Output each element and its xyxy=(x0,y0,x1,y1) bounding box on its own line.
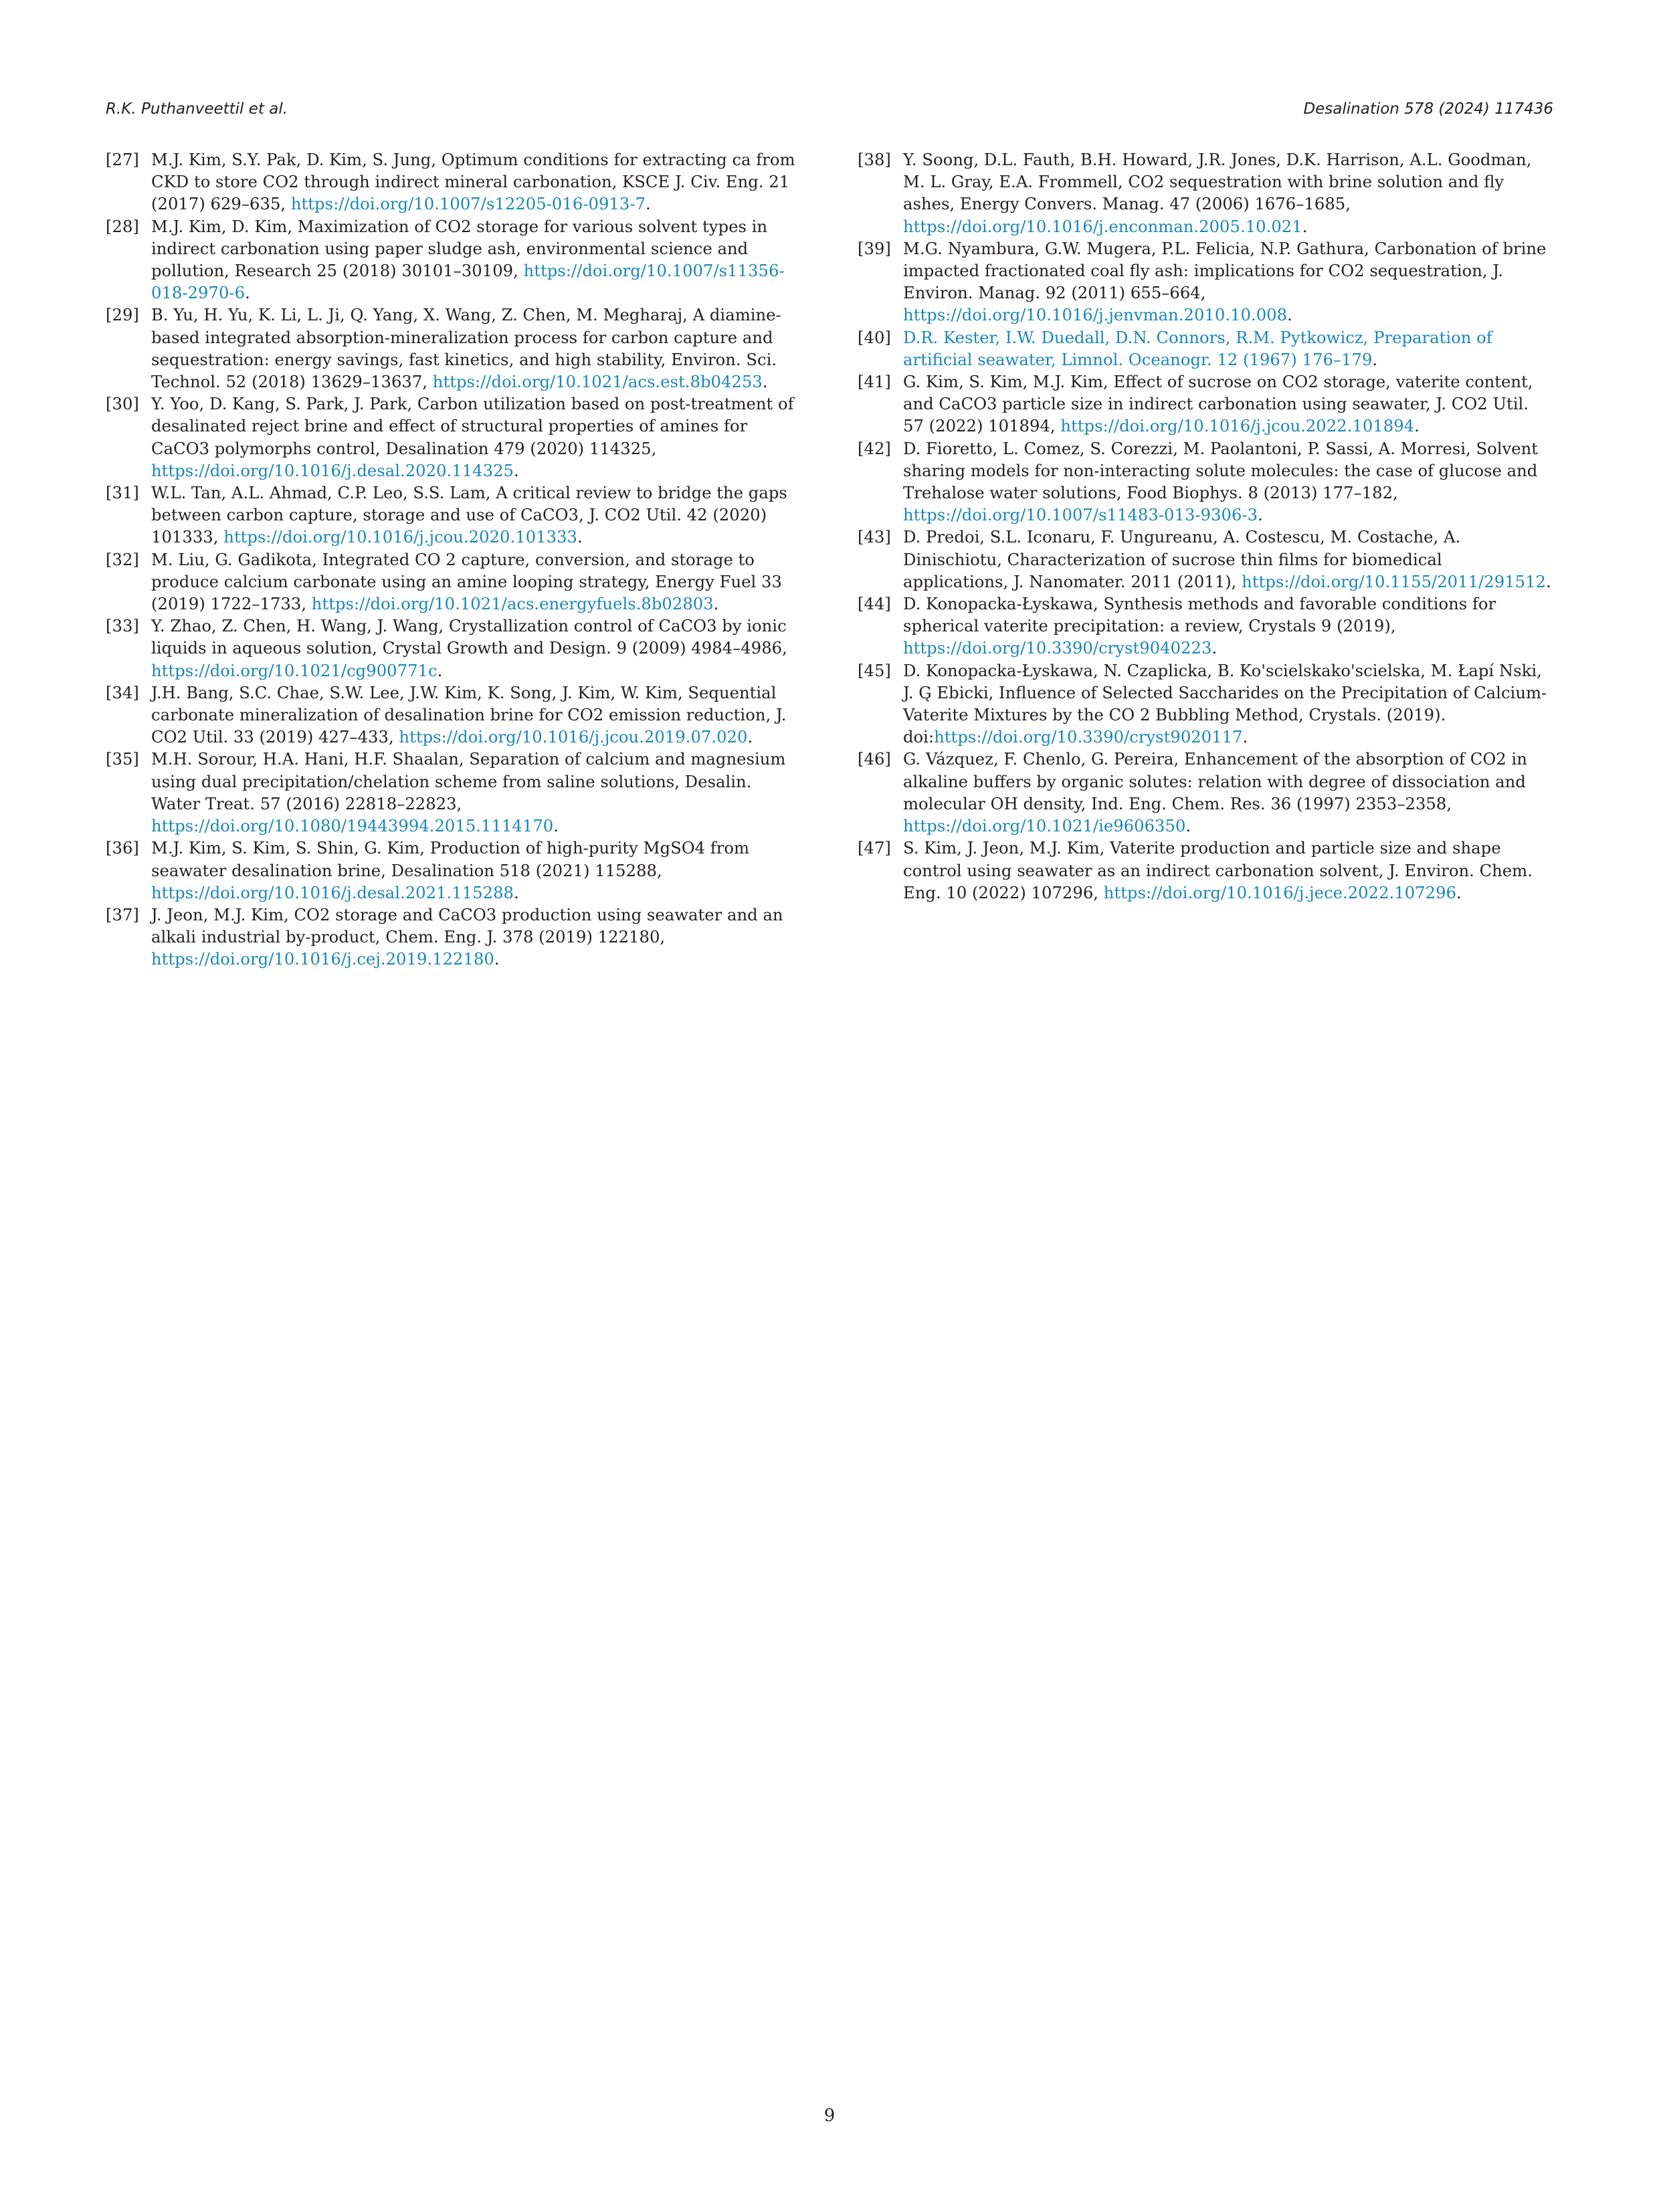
reference-end-punct: . xyxy=(1545,571,1551,591)
reference-text: J. Jeon, M.J. Kim, CO2 storage and CaCO3 production using seawater and an alkali industrial by-product, Chem. Eng. J. 378 (2019) 122180, xyxy=(151,904,783,947)
running-header xyxy=(106,100,1553,124)
reference-number: [39] xyxy=(858,238,891,258)
reference-number: [37] xyxy=(106,904,139,924)
reference-doi-link[interactable]: https://doi.org/10.1016/j.jcou.2019.07.020 xyxy=(399,727,748,747)
reference-end-punct: . xyxy=(1211,638,1217,658)
reference-text: B. Yu, H. Yu, K. Li, L. Ji, Q. Yang, X. Wang, Z. Chen, M. Megharaj, A diamine-based integrated absorption-mineralization process for carbon capture and sequestration: energy savings, fast kinetics, and high stability, Environ. Sci. Technol. 52 (2018) 13629–13637, xyxy=(151,305,781,392)
reference-item xyxy=(106,682,801,748)
reference-number: [38] xyxy=(858,150,891,169)
reference-number: [29] xyxy=(106,305,139,325)
reference-text: Y. Zhao, Z. Chen, H. Wang, J. Wang, Crystallization control of CaCO3 by ionic liquids in aqueous solution, Crystal Growth and Design. 9 (2009) 4984–4986, xyxy=(151,616,787,658)
reference-column-left xyxy=(106,148,801,971)
reference-item xyxy=(106,215,801,304)
reference-item xyxy=(858,660,1552,748)
reference-text: M.J. Kim, D. Kim, Maximization of CO2 storage for various solvent types in indirect carbonation using paper sludge ash, environmental science and pollution, Research 25 (2018) 30101–30109, xyxy=(151,216,768,281)
reference-doi-link[interactable]: https://doi.org/10.1016/j.enconman.2005.10.021 xyxy=(903,216,1302,236)
reference-end-punct: . xyxy=(1258,505,1263,525)
reference-number: [32] xyxy=(106,549,139,569)
reference-text: W.L. Tan, A.L. Ahmad, C.P. Leo, S.S. Lam, A critical review to bridge the gaps between carbon capture, storage and use of CaCO3, J. CO2 Util. 42 (2020) 101333, xyxy=(151,483,787,547)
reference-doi-link[interactable]: https://doi.org/10.1007/s11483-013-9306-3 xyxy=(903,505,1258,525)
reference-column-right xyxy=(858,148,1552,904)
reference-text: S. Kim, J. Jeon, M.J. Kim, Vaterite production and particle size and shape control using seawater as an indirect carbonation solvent, J. Environ. Chem. Eng. 10 (2022) 107296, xyxy=(903,838,1533,902)
page-number: 9 xyxy=(823,2106,836,2126)
reference-number: [45] xyxy=(858,660,891,680)
reference-doi-link[interactable]: https://doi.org/10.1016/j.cej.2019.122180 xyxy=(151,949,494,969)
reference-item xyxy=(858,326,1552,371)
reference-doi-link[interactable]: https://doi.org/10.1016/j.jenvman.2010.10.008 xyxy=(903,305,1288,325)
reference-item xyxy=(106,904,801,971)
reference-item xyxy=(858,237,1552,326)
reference-doi-link[interactable]: https://doi.org/10.1016/j.desal.2021.115288 xyxy=(151,882,514,902)
reference-end-punct: . xyxy=(1185,816,1191,836)
reference-item xyxy=(106,304,801,393)
reference-text: M.J. Kim, S. Kim, S. Shin, G. Kim, Production of high-purity MgSO4 from seawater desalination brine, Desalination 518 (2021) 115288, xyxy=(151,838,750,880)
reference-item xyxy=(106,837,801,904)
reference-number: [31] xyxy=(106,483,139,503)
reference-number: [46] xyxy=(858,749,891,769)
reference-item xyxy=(858,371,1552,437)
reference-item xyxy=(106,548,801,615)
reference-end-punct: . xyxy=(1302,216,1308,236)
reference-doi-link[interactable]: https://doi.org/10.1021/cg900771c xyxy=(151,660,437,680)
reference-number: [43] xyxy=(858,527,891,547)
reference-end-punct: . xyxy=(762,372,768,392)
reference-item xyxy=(858,748,1552,837)
reference-number: [27] xyxy=(106,150,139,169)
reference-end-punct: . xyxy=(1414,416,1420,436)
reference-end-punct: . xyxy=(713,594,719,614)
reference-item xyxy=(858,593,1552,660)
reference-text: D. Predoi, S.L. Iconaru, F. Ungureanu, A. Costescu, M. Costache, A. Dinischiotu, Characterization of sucrose thin films for biomedical applications, J. Nanomater. 2011 (2011), xyxy=(903,527,1461,591)
reference-end-punct: . xyxy=(553,816,559,836)
reference-doi-link[interactable]: https://doi.org/10.1080/19443994.2015.1114170 xyxy=(151,816,554,836)
reference-item xyxy=(106,393,801,482)
reference-end-punct: . xyxy=(514,460,519,480)
reference-item xyxy=(106,482,801,548)
reference-number: [47] xyxy=(858,838,891,858)
reference-text: G. Vázquez, F. Chenlo, G. Pereira, Enhancement of the absorption of CO2 in alkaline buffers by organic solutes: relation with degree of dissociation and molecular OH density, Ind. Eng. Chem. Res. 36 (1997) 2353–2358, xyxy=(903,749,1527,813)
reference-number: [28] xyxy=(106,216,139,236)
reference-end-punct: . xyxy=(1287,305,1292,325)
reference-item xyxy=(858,526,1552,593)
reference-text: D. Konopacka-Łyskawa, N. Czaplicka, B. Ko'scielskako'scielska, M. Łapí Nski, J. G̨ Ebicki, Influence of Selected Saccharides on the Precipitation of Calcium-Vaterite Mixtures by the CO 2 Bubbling Method, Crystals. (2019). doi: xyxy=(903,660,1547,747)
reference-end-punct: . xyxy=(577,527,583,547)
reference-end-punct: . xyxy=(646,194,651,214)
reference-doi-link[interactable]: https://doi.org/10.1007/s11356-018-2970-6 xyxy=(151,261,785,303)
reference-end-punct: . xyxy=(1372,349,1378,369)
reference-number: [30] xyxy=(106,394,139,414)
running-head-journal: Desalination 578 (2024) 117436 xyxy=(1303,100,1553,118)
reference-end-punct: . xyxy=(514,882,519,902)
reference-number: [41] xyxy=(858,372,891,392)
reference-number: [33] xyxy=(106,616,139,636)
reference-end-punct: . xyxy=(1456,882,1462,902)
reference-text: G. Kim, S. Kim, M.J. Kim, Effect of sucrose on CO2 storage, vaterite content, and CaCO3 particle size in indirect carbonation using seawater, J. CO2 Util. 57 (2022) 101894, xyxy=(903,372,1533,436)
reference-doi-link[interactable]: https://doi.org/10.1021/acs.energyfuels.8b02803 xyxy=(311,594,714,614)
reference-text: D. Fioretto, L. Comez, S. Corezzi, M. Paolantoni, P. Sassi, A. Morresi, Solvent sharing models for non-interacting solute molecules: the case of glucose and Trehalose water solutions, Food Biophys. 8 (2013) 177–182, xyxy=(903,438,1539,503)
reference-item xyxy=(106,748,801,837)
reference-doi-link[interactable]: https://doi.org/10.1155/2011/291512 xyxy=(1242,571,1546,591)
reference-end-punct: . xyxy=(747,727,753,747)
reference-doi-link[interactable]: https://doi.org/10.1021/ie9606350 xyxy=(903,816,1186,836)
reference-number: [34] xyxy=(106,682,139,702)
reference-doi-link[interactable]: https://doi.org/10.3390/cryst9040223 xyxy=(903,638,1212,658)
reference-item xyxy=(858,437,1552,526)
reference-text: Y. Yoo, D. Kang, S. Park, J. Park, Carbon utilization based on post-treatment of desalinated reject brine and effect of structural properties of amines for CaCO3 polymorphs control, Desalination 479 (2020) 114325, xyxy=(151,394,794,458)
reference-doi-link[interactable]: https://doi.org/10.1016/j.desal.2020.114325 xyxy=(151,460,514,480)
reference-text: Y. Soong, D.L. Fauth, B.H. Howard, J.R. Jones, D.K. Harrison, A.L. Goodman, M. L. Gray, E.A. Frommell, CO2 sequestration with brine solution and fly ashes, Energy Convers. Manag. 47 (2006) 1676–1685, xyxy=(903,150,1532,214)
reference-end-punct: . xyxy=(1242,727,1248,747)
running-head-authors: R.K. Puthanveettil et al. xyxy=(106,100,288,118)
reference-text: M. Liu, G. Gadikota, Integrated CO 2 capture, conversion, and storage to produce calcium carbonate using an amine looping strategy, Energy Fuel 33 (2019) 1722–1733, xyxy=(151,549,782,614)
reference-number: [36] xyxy=(106,838,139,858)
reference-text: J.H. Bang, S.C. Chae, S.W. Lee, J.W. Kim, K. Song, J. Kim, W. Kim, Sequential carbonate mineralization of desalination brine for CO2 emission reduction, J. CO2 Util. 33 (2019) 427–433, xyxy=(151,682,787,747)
reference-doi-link[interactable]: https://doi.org/10.1016/j.jcou.2020.101333 xyxy=(223,527,577,547)
reference-item xyxy=(858,837,1552,904)
reference-item xyxy=(106,148,801,215)
reference-text: M.H. Sorour, H.A. Hani, H.F. Shaalan, Separation of calcium and magnesium using dual precipitation/chelation scheme from saline solutions, Desalin. Water Treat. 57 (2016) 22818–22823, xyxy=(151,749,786,813)
reference-text: M.J. Kim, S.Y. Pak, D. Kim, S. Jung, Optimum conditions for extracting ca from CKD to store CO2 through indirect mineral carbonation, KSCE J. Civ. Eng. 21 (2017) 629–635, xyxy=(151,150,795,214)
reference-doi-link[interactable]: https://doi.org/10.1016/j.jece.2022.107296 xyxy=(1103,882,1457,902)
reference-doi-link[interactable]: https://doi.org/10.1016/j.jcou.2022.101894 xyxy=(1060,416,1415,436)
reference-doi-link[interactable]: https://doi.org/10.1021/acs.est.8b04253 xyxy=(432,372,763,392)
reference-item xyxy=(858,148,1552,237)
reference-doi-link[interactable]: https://doi.org/10.3390/cryst9020117 xyxy=(934,727,1243,747)
reference-number: [42] xyxy=(858,438,891,458)
reference-end-punct: . xyxy=(245,283,250,303)
reference-end-punct: . xyxy=(437,660,443,680)
reference-item xyxy=(106,615,801,682)
reference-text: M.G. Nyambura, G.W. Mugera, P.L. Felicia, N.P. Gathura, Carbonation of brine impacted fractionated coal fly ash: implications for CO2 sequestration, J. Environ. Manag. 92 (2011) 655–664, xyxy=(903,238,1547,303)
reference-text: D. Konopacka-Łyskawa, Synthesis methods and favorable conditions for spherical vaterite precipitation: a review, Crystals 9 (2019), xyxy=(903,594,1496,636)
reference-end-punct: . xyxy=(494,949,500,969)
reference-doi-link[interactable]: https://doi.org/10.1007/s12205-016-0913-7 xyxy=(290,194,646,214)
reference-number: [35] xyxy=(106,749,139,769)
reference-number: [40] xyxy=(858,327,891,347)
reference-full-link[interactable]: D.R. Kester, I.W. Duedall, D.N. Connors, R.M. Pytkowicz, Preparation of artificial seawater, Limnol. Oceanogr. 12 (1967) 176–179 xyxy=(903,327,1492,369)
reference-number: [44] xyxy=(858,594,891,614)
